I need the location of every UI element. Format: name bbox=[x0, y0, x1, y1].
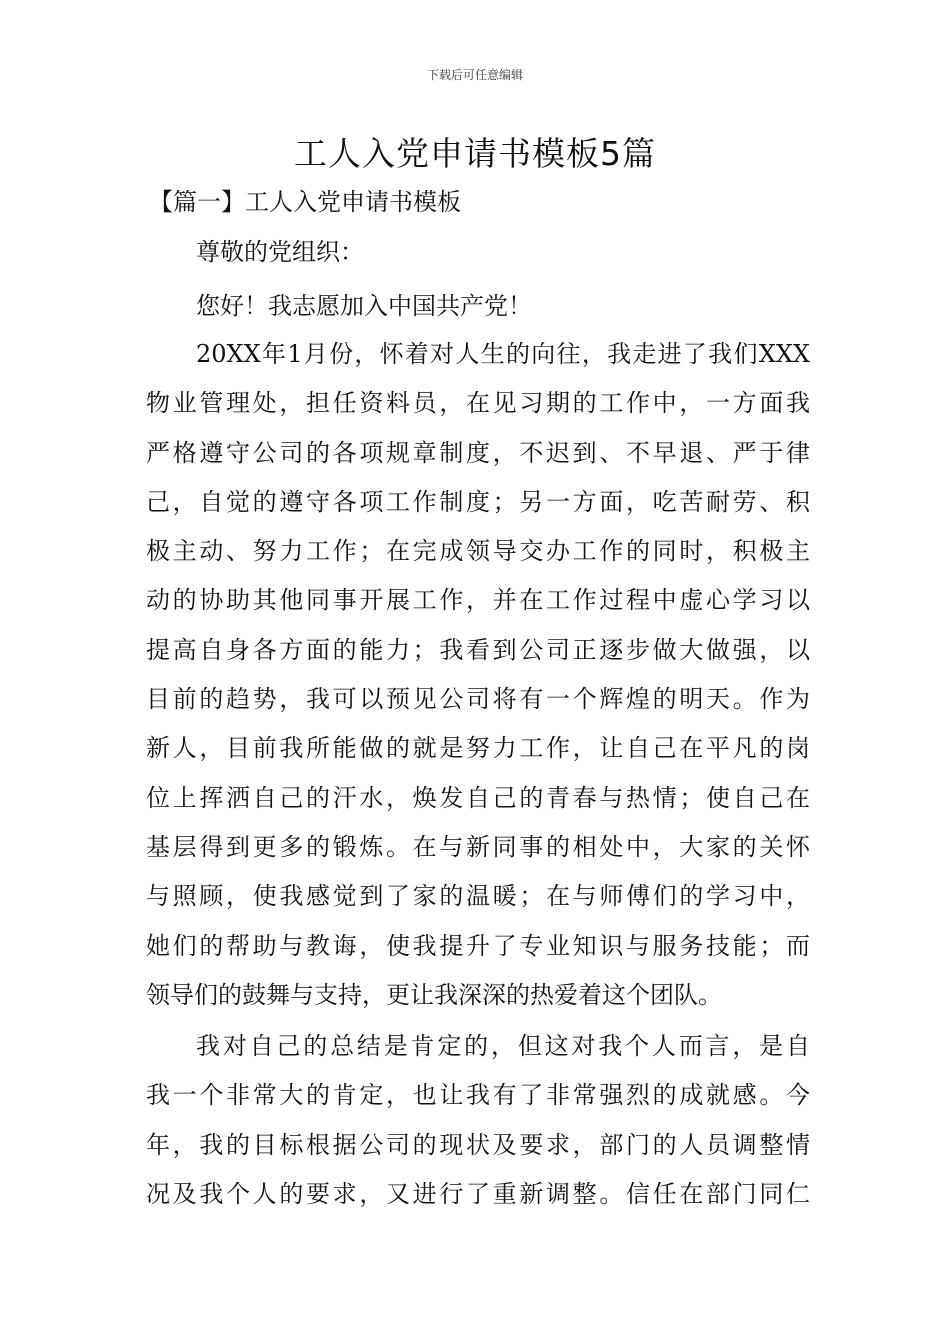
paragraph-line: 与照顾，使我感觉到了家的温暖；在与师傅们的学习中， bbox=[146, 882, 810, 911]
paragraph-line: 况及我个人的要求，又进行了重新调整。信任在部门同仁 bbox=[146, 1179, 810, 1208]
paragraph-1 bbox=[146, 330, 810, 1020]
paragraph-line: 20XX年1月份，怀着对人生的向往，我走进了我们XXX bbox=[196, 340, 810, 368]
header-note: 下载后可任意编辑 bbox=[426, 68, 523, 82]
paragraph-line: 己，自觉的遵守各项工作制度；另一方面，吃苦耐劳、积 bbox=[146, 487, 810, 516]
paragraph-2 bbox=[146, 1022, 810, 1219]
paragraph-line: 基层得到更多的锻炼。在与新同事的相处中，大家的关怀 bbox=[146, 832, 810, 861]
paragraph-line: 物业管理处，担任资料员，在见习期的工作中，一方面我 bbox=[146, 389, 810, 418]
paragraph-line: 领导们的鼓舞与支持，更让我深深的热爱着这个团队。 bbox=[146, 980, 722, 1009]
paragraph-line: 极主动、努力工作；在完成领导交办工作的同时，积极主 bbox=[146, 537, 810, 566]
paragraph-line: 我一个非常大的肯定，也让我有了非常强烈的成就感。今 bbox=[146, 1081, 810, 1110]
paragraph-line: 她们的帮助与教诲，使我提升了专业知识与服务技能；而 bbox=[146, 931, 810, 960]
paragraph-line: 年，我的目标根据公司的现状及要求，部门的人员调整情 bbox=[146, 1130, 810, 1159]
paragraph-line: 提高自身各方面的能力；我看到公司正逐步做大做强，以 bbox=[146, 635, 810, 664]
paragraph-line: 严格遵守公司的各项规章制度，不迟到、不早退、严于律 bbox=[146, 438, 810, 467]
greeting-line: 您好！我志愿加入中国共产党！ bbox=[196, 292, 532, 320]
paragraph-line: 目前的趋势，我可以预见公司将有一个辉煌的明天。作为 bbox=[146, 685, 810, 714]
section-heading: 【篇一】工人入党申请书模板 bbox=[149, 188, 461, 216]
paragraph-line: 动的协助其他同事开展工作，并在工作过程中虚心学习以 bbox=[146, 586, 810, 615]
salutation: 尊敬的党组织： bbox=[196, 238, 364, 266]
paragraph-line: 新人，目前我所能做的就是努力工作，让自己在平凡的岗 bbox=[146, 734, 810, 763]
paragraph-line: 位上挥洒自己的汗水，焕发自己的青春与热情；使自己在 bbox=[146, 783, 810, 812]
paragraph-line: 我对自己的总结是肯定的，但这对我个人而言，是自 bbox=[196, 1032, 810, 1060]
document-title: 工人入党申请书模板5篇 bbox=[294, 134, 656, 173]
